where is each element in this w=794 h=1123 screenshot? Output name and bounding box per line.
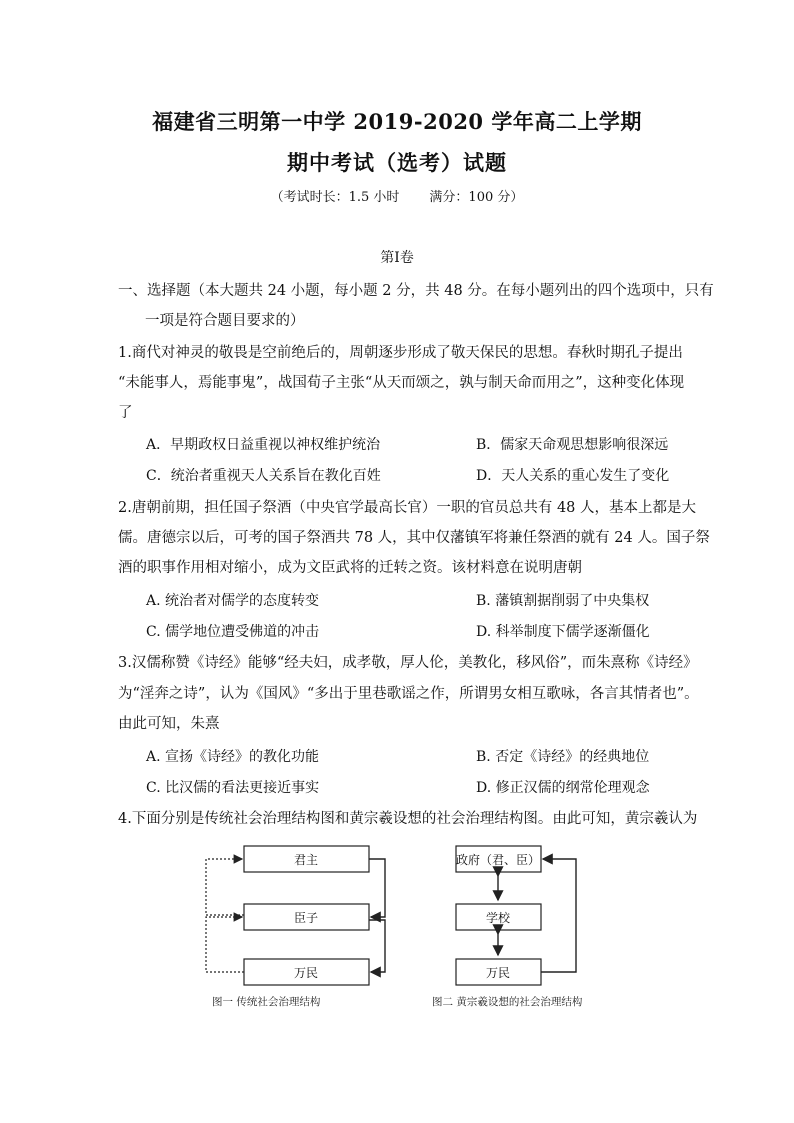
question-2-option-c: C. 儒学地位遭受佛道的冲击 xyxy=(146,624,320,640)
exam-title-line2: 期中考试（选考）试题 xyxy=(287,150,507,175)
figure-2-huang-zongxi-structure xyxy=(432,846,583,1008)
governance-structure-diagrams xyxy=(196,838,616,1018)
question-1-line2: “未能事人，焉能事鬼”，战国荀子主张“从天而颂之，孰与制天命而用之”，这种变化体现 xyxy=(118,375,685,391)
fig1-arrow-ruler-to-minister xyxy=(369,859,385,917)
question-1-option-c: C．统治者重视天人关系旨在教化百姓 xyxy=(146,468,381,484)
question-3-option-a: A. 宣扬《诗经》的教化功能 xyxy=(146,749,320,765)
exam-info xyxy=(0,186,794,205)
question-1-line1: 1.商代对神灵的敬畏是空前绝后的，周朝逐步形成了敬天保民的思想。春秋时期孔子提出 xyxy=(118,345,683,361)
fig2-node-people: 万民 xyxy=(485,966,511,980)
question-3-option-c: C. 比汉儒的看法更接近事实 xyxy=(146,780,320,796)
question-2-option-a: A. 统治者对儒学的态度转变 xyxy=(146,593,320,609)
question-3-line3: 由此可知，朱熹 xyxy=(118,716,220,732)
fig1-node-ruler: 君主 xyxy=(293,853,319,867)
question-1-line3: 了 xyxy=(118,405,133,421)
fig1-dotted-minister-to-ruler xyxy=(206,859,244,915)
question-1-option-a: A．早期政权日益重视以神权维护统治 xyxy=(146,437,381,453)
question-3-option-d: D. 修正汉儒的纲常伦理观念 xyxy=(476,780,650,796)
fig1-arrow-minister-to-people xyxy=(369,920,385,972)
question-3-line1: 3.汉儒称赞《诗经》能够“经夫妇，成孝敬，厚人伦，美教化，移风俗”，而朱熹称《诗经》 xyxy=(118,655,698,671)
question-3-option-b: B. 否定《诗经》的经典地位 xyxy=(476,749,650,765)
fig1-node-minister: 臣子 xyxy=(293,911,319,925)
section-instructions-line1: 一、选择题（本大题共 24 小题，每小题 2 分，共 48 分。在每小题列出的四个选项中，只有 xyxy=(118,283,714,299)
fig2-arrow-people-to-government xyxy=(541,859,576,972)
question-1-option-d: D．天人关系的重心发生了变化 xyxy=(476,468,670,484)
question-3-line2: 为“淫奔之诗”，认为《国风》“多出于里巷歌谣之作，所谓男女相互歌咏，各言其情者也”。 xyxy=(118,686,699,702)
figure-1-traditional-structure xyxy=(206,846,385,1008)
section-instructions-line2: 一项是符合题目要求的） xyxy=(145,313,305,329)
exam-time: （考试时长：1.5 小时 xyxy=(270,190,400,205)
question-2-option-d: D. 科举制度下儒学逐渐僵化 xyxy=(476,624,650,640)
volume-heading: 第Ⅰ卷 xyxy=(380,250,414,266)
fig2-caption: 图二 黄宗羲设想的社会治理结构 xyxy=(432,996,583,1008)
full-score: 满分：100 分） xyxy=(429,190,524,205)
question-4-line1: 4.下面分别是传统社会治理结构图和黄宗羲设想的社会治理结构图。由此可知，黄宗羲认为 xyxy=(118,811,698,827)
fig1-caption: 图一 传统社会治理结构 xyxy=(212,996,321,1008)
fig1-node-people: 万民 xyxy=(293,966,319,980)
fig2-node-school: 学校 xyxy=(485,911,511,925)
question-2-option-b: B. 藩镇割据削弱了中央集权 xyxy=(476,593,650,609)
question-2-line3: 酒的职事作用相对缩小，成为文臣武将的迁转之资。该材料意在说明唐朝 xyxy=(118,560,582,576)
fig2-node-government: 政府（君、臣） xyxy=(455,853,541,867)
question-2-line1: 2.唐朝前期，担任国子祭酒（中央官学最高长官）一职的官员总共有 48 人，基本上都是大 xyxy=(118,500,696,516)
fig1-dotted-people-to-minister xyxy=(206,917,244,972)
question-2-line2: 儒。唐德宗以后，可考的国子祭酒共 78 人，其中仅藩镇军将兼任祭酒的就有 24 人。国子祭 xyxy=(118,530,710,546)
question-1-option-b: B．儒家天命观思想影响很深远 xyxy=(476,437,669,453)
exam-title-line1: 福建省三明第一中学 2019-2020 学年高二上学期 xyxy=(152,109,642,134)
